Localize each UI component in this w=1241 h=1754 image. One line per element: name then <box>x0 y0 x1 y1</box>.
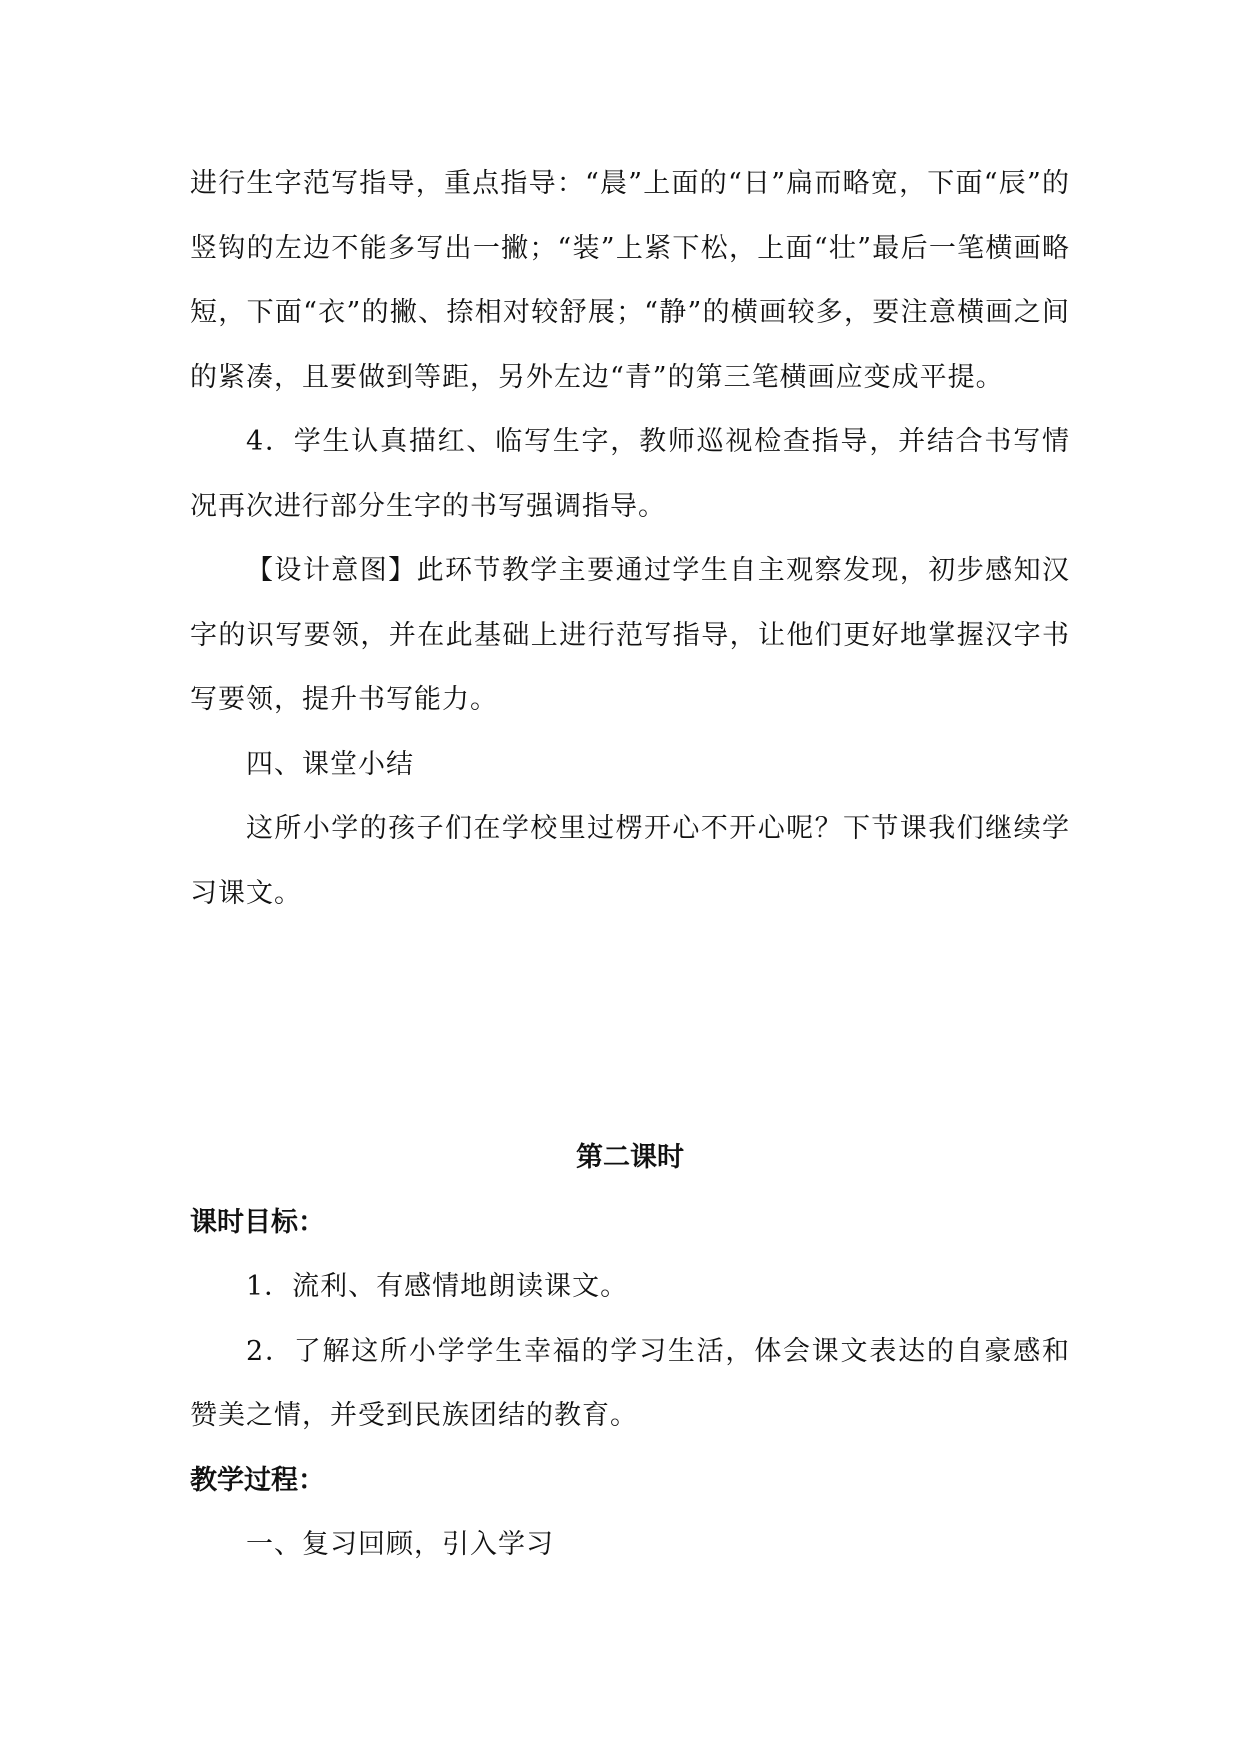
objectives-heading: 课时目标： <box>190 1206 325 1238</box>
objective-item: 1．流利、有感情地朗读课文。 <box>246 1271 629 1302</box>
section-spacer <box>190 926 1070 1126</box>
process-item: 一、复习回顾，引入学习 <box>246 1529 554 1560</box>
page-content <box>190 152 1070 1578</box>
process-heading: 教学过程： <box>190 1464 325 1496</box>
objective-item: 2．了解这所小学学生幸福的学习生活，体会课文表达的自豪感和赞美之情，并受到民族团结的教育。 <box>190 1335 1070 1431</box>
paragraph-design-intent: 【设计意图】此环节教学主要通过学生自主观察发现，初步感知汉字的识写要领，并在此基础上进行范写指导，让他们更好地掌握汉字书写要领，提升书写能力。 <box>190 555 1070 715</box>
lesson-title: 第二课时 <box>576 1142 684 1173</box>
paragraph-writing-guidance: 进行生字范写指导，重点指导：“晨”上面的“日”扁而略宽，下面“辰”的竖钩的左边不能多写出一撇；“装”上紧下松，上面“壮”最后一笔横画略短，下面“衣”的撇、捺相对较舒展；“静”的横画较多，要注意横画之间的紧凑，且要做到等距，另外左边“青”的第三笔横画应变成平提。 <box>190 168 1070 393</box>
paragraph-summary: 这所小学的孩子们在学校里过楞开心不开心呢？下节课我们继续学习课文。 <box>190 813 1070 909</box>
section-heading-summary: 四、课堂小结 <box>246 748 414 780</box>
paragraph-step-4: 4．学生认真描红、临写生字，教师巡视检查指导，并结合书写情况再次进行部分生字的书写强调指导。 <box>190 426 1070 522</box>
